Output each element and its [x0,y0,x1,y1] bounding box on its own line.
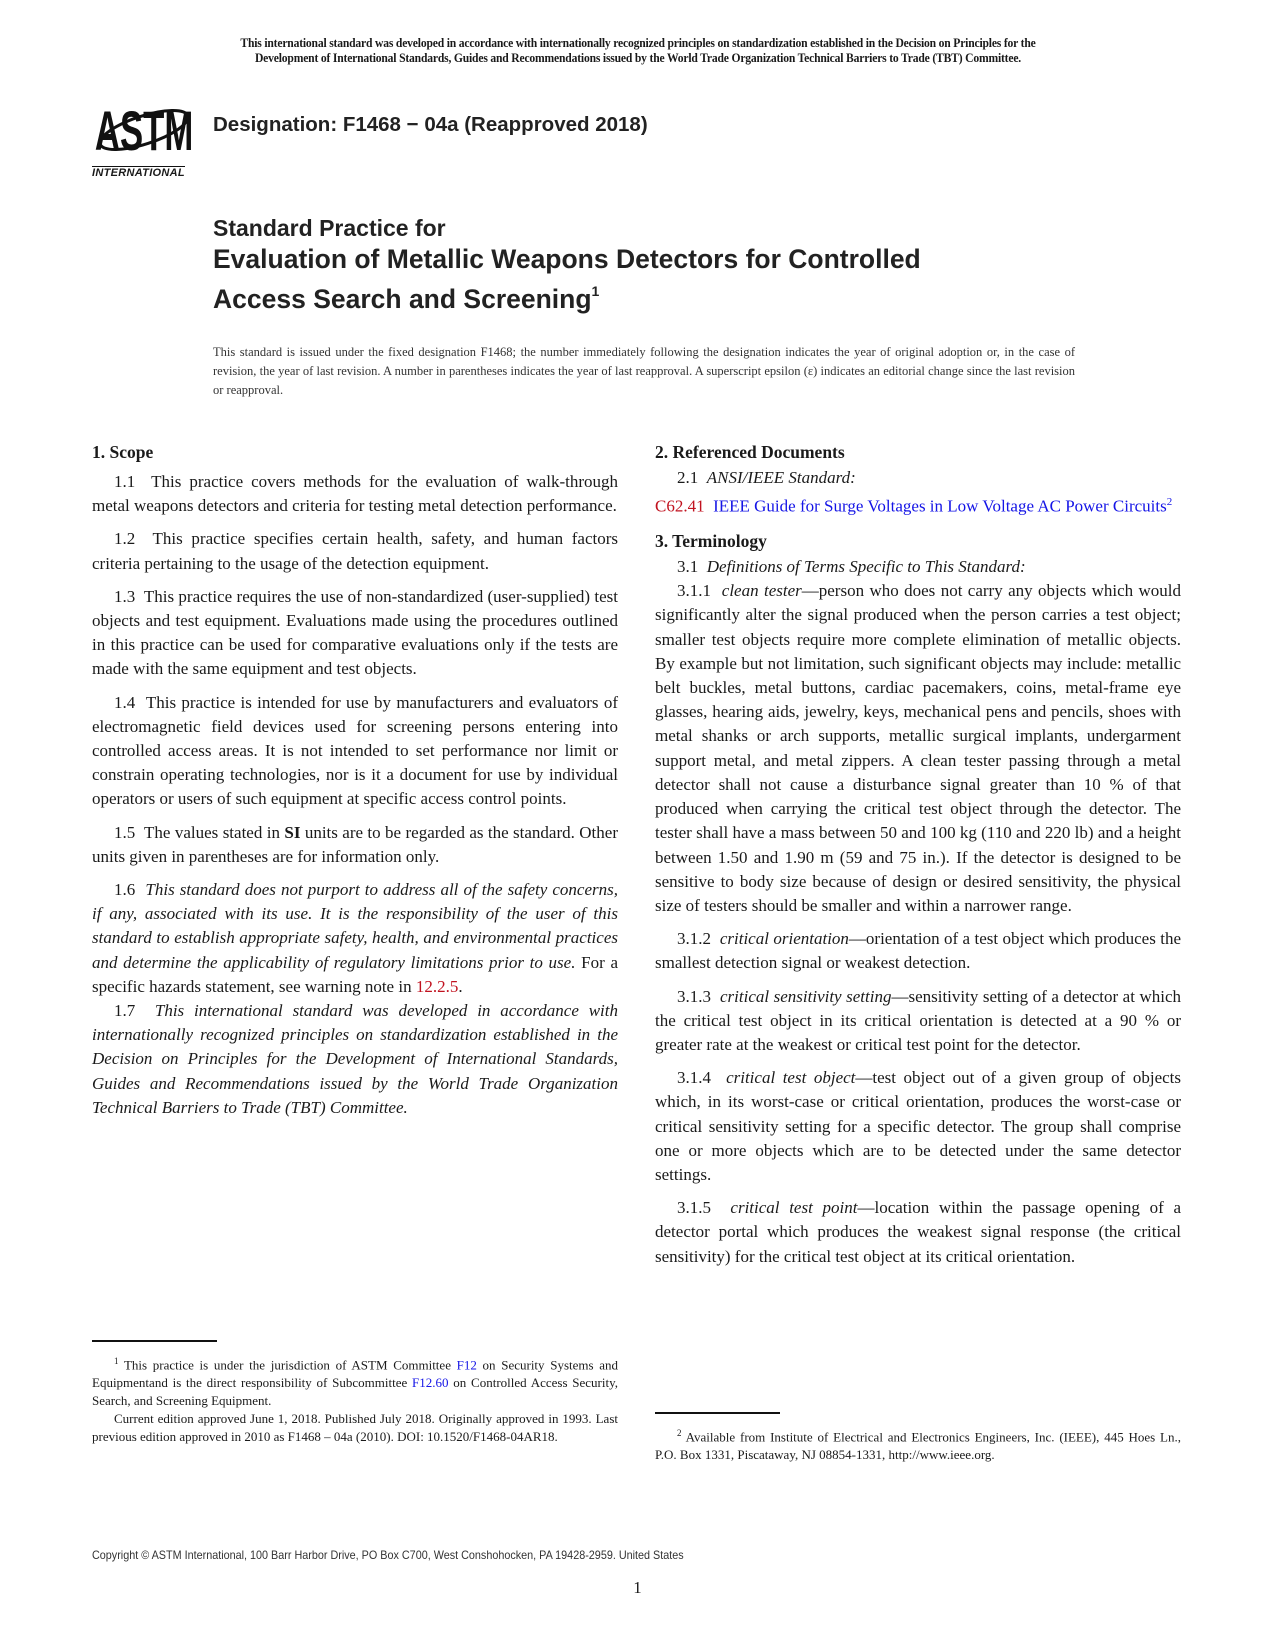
para-1-5: 1.5 The values stated in SI units are to be regarded as the standard. Other units given in parentheses are for information only. [92,822,618,866]
page-number: 1 [633,1578,642,1597]
footnote-1 [92,1352,618,1446]
term-clean-tester: clean tester [721,581,802,601]
ref-footnote-marker[interactable]: 2 [1166,496,1173,509]
para-3-1: 3.1 Definitions of Terms Specific to This Standard: [677,557,1026,577]
para-3-1-4: 3.1.4 critical test object—test object out of a given group of objects which, in its worst-case or critical orientation, produces the worst-case or critical sensitivity setting for a specific detector. The group shall comprise one or more objects which are to be detected under the same detector settings. [655,1068,1182,1184]
para-1-4: 1.4 This practice is intended for use by manufacturers and evaluators of electromagnetic field devices used for screening persons entering into controlled access areas. It is not intended to set performance nor limit or constrain operating technologies, nor is it a document for use by individual operators or users of such equipment at specific access control points. [92,692,619,809]
para-2-1: 2.1 ANSI/IEEE Standard: [677,468,856,487]
para-1-1: 1.1 This practice covers methods for the evaluation of walk-through metal weapons detectors and criteria for testing metal detection performance. [92,472,618,516]
term-critical-test-point: critical test point [730,1198,858,1218]
wto-notice-line1: This international standard was developed in accordance with internationally recognized principles on standardization established in the Decision on Principles for the [240,36,1036,50]
term-critical-orientation: critical orientation [719,929,849,949]
astm-logo [92,88,202,180]
title-line1: Evaluation of Metallic Weapons Detectors for Controlled [213,244,921,274]
para-3-1-2: 3.1.2 critical orientation—orientation of a test object which produces the smallest detection signal or weakest detection. [655,929,1182,973]
para-3-1-1: 3.1.1 clean tester—person who does not carry any objects which would significantly alter the signal produced when the person carries a test object; smaller test objects require more complete elimination of metallic objects. By example but not limitation, such significant objects may include: metallic belt buckles, metal buttons, cardiac pacemakers, coins, metal-frame eye glasses, hearing aids, jewelry, keys, mechanical pens and pencils, shoes with metal shanks or arch supports, metallic surgical implants, undergarment support metal, and metal zippers. A clean tester passing through a metal detector shall not cause a disturbance signal greater than 10 % of that produced when carrying the critical test object through the detector. The tester shall have a mass between 50 and 100 kg (110 and 220 lb) and a height between 1.50 and 1.90 m (59 and 75 in.). If the detector is designed to be sensitive to body size because of design or desired sensitivity, the physical size of testers should be smaller and within a narrower range. [655,581,1182,915]
para-3-1-5: 3.1.5 critical test point—location within the passage opening of a detector portal which produces the weakest signal response (the critical sensitivity) for the critical test object at its critical orientation. [655,1198,1181,1266]
ref-code-link[interactable]: C62.41 [655,496,705,516]
ref-title-link[interactable]: IEEE Guide for Surge Voltages in Low Voltage AC Power Circuits [713,496,1167,516]
designation: Designation: F1468 − 04a (Reapproved 2018) [213,113,648,136]
link-f12[interactable]: F12 [456,1357,477,1373]
document-title [213,214,1113,315]
right-column [655,440,1181,1278]
term-critical-test-object: critical test object [726,1068,856,1088]
issued-note: This standard is issued under the fixed designation F1468; the number immediately following the designation indicates the year of original adoption or, in the case of revision, the year of last revision. A number in parentheses indicates the year of last reapproval. A superscript epsilon (ε) indicates an editorial change since the last revision or reapproval. [213,345,1075,397]
svg-text:ASTM: ASTM [94,99,194,163]
section-1-heading: 1. Scope [92,442,154,462]
title-prefix: Standard Practice for [213,215,446,241]
left-column [92,440,618,1129]
section-3-heading: 3. Terminology [655,531,767,552]
reference-c62-41 [655,490,1181,519]
title-footnote-marker[interactable]: 1 [591,283,600,299]
footnote-1-jurisdiction: $^1$ This practice is under the jurisdiction of ASTM Committee F12 on Security Systems and Equipmentand is the direct responsibility of Subcommittee F12.60 on Controlled Access Security, Search, and Screening Equipment. [92,1356,619,1409]
section-2-heading: 2. Referenced Documents [655,442,845,462]
copyright: Copyright © ASTM International, 100 Barr Harbor Drive, PO Box C700, West Conshohocken, PA 19428-2959. United States [92,1548,684,1562]
footnote-1-edition: Current edition approved June 1, 2018. Published July 2018. Originally approved in 1993. Last previous edition approved in 2010 as F1468 – 04a (2010). DOI: 10.1520/F1468-04AR18. [92,1411,618,1445]
footnote-2-rule [655,1412,780,1414]
footnote-2: $^2$ Available from Institute of Electrical and Electronics Engineers, Inc. (IEEE), 445 Hoes Ln., P.O. Box 1331, Piscataway, NJ 08854-1331, http://www.ieee.org. [655,1428,1181,1463]
para-1-3: 1.3 This practice requires the use of non-standardized (user-supplied) test objects and test equipment. Evaluations made using the procedures outlined in this practice can be used for comparative evaluations only if the tests are made with the same equipment and test objects. [92,586,619,679]
para-3-1-3: 3.1.3 critical sensitivity setting—sensitivity setting of a detector at which the critical test object in its critical orientation is detected at a 90 % or greater rate at the weakest or critical test point for the detector. [655,986,1181,1054]
link-12-2-5[interactable]: 12.2.5 [415,976,459,996]
para-1-7: 1.7 This international standard was developed in accordance with internationally recognized principles on standardization established in the Decision on Principles for the Development of International Standards, Guides and Recommendations issued by the World Trade Organization Technical Barriers to Trade (TBT) Committee. [92,1001,618,1117]
logo-text: INTERNATIONAL [92,167,185,179]
title-line2: Access Search and Screening$^1$ [213,283,600,314]
wto-notice-line2: Development of International Standards, Guides and Recommendations issued by the World Trade Organization Technical Barriers to Trade (TBT) Committee. [254,51,1022,65]
footnote-1-rule [92,1340,217,1342]
link-f12-60[interactable]: F12.60 [412,1375,449,1391]
wto-notice [123,36,1153,66]
para-1-6: 1.6 This standard does not purport to address all of the safety concerns, if any, associated with its use. It is the responsibility of the user of this standard to establish appropriate safety, health, and environmental practices and determine the applicability of regulatory limitations prior to use. For a specific hazards statement, see warning note in 12.2.5. [92,880,618,996]
para-1-2: 1.2 This practice specifies certain health, safety, and human factors criteria pertaining to the usage of the detection equipment. [92,529,619,573]
term-critical-sensitivity-setting: critical sensitivity setting [720,986,892,1006]
